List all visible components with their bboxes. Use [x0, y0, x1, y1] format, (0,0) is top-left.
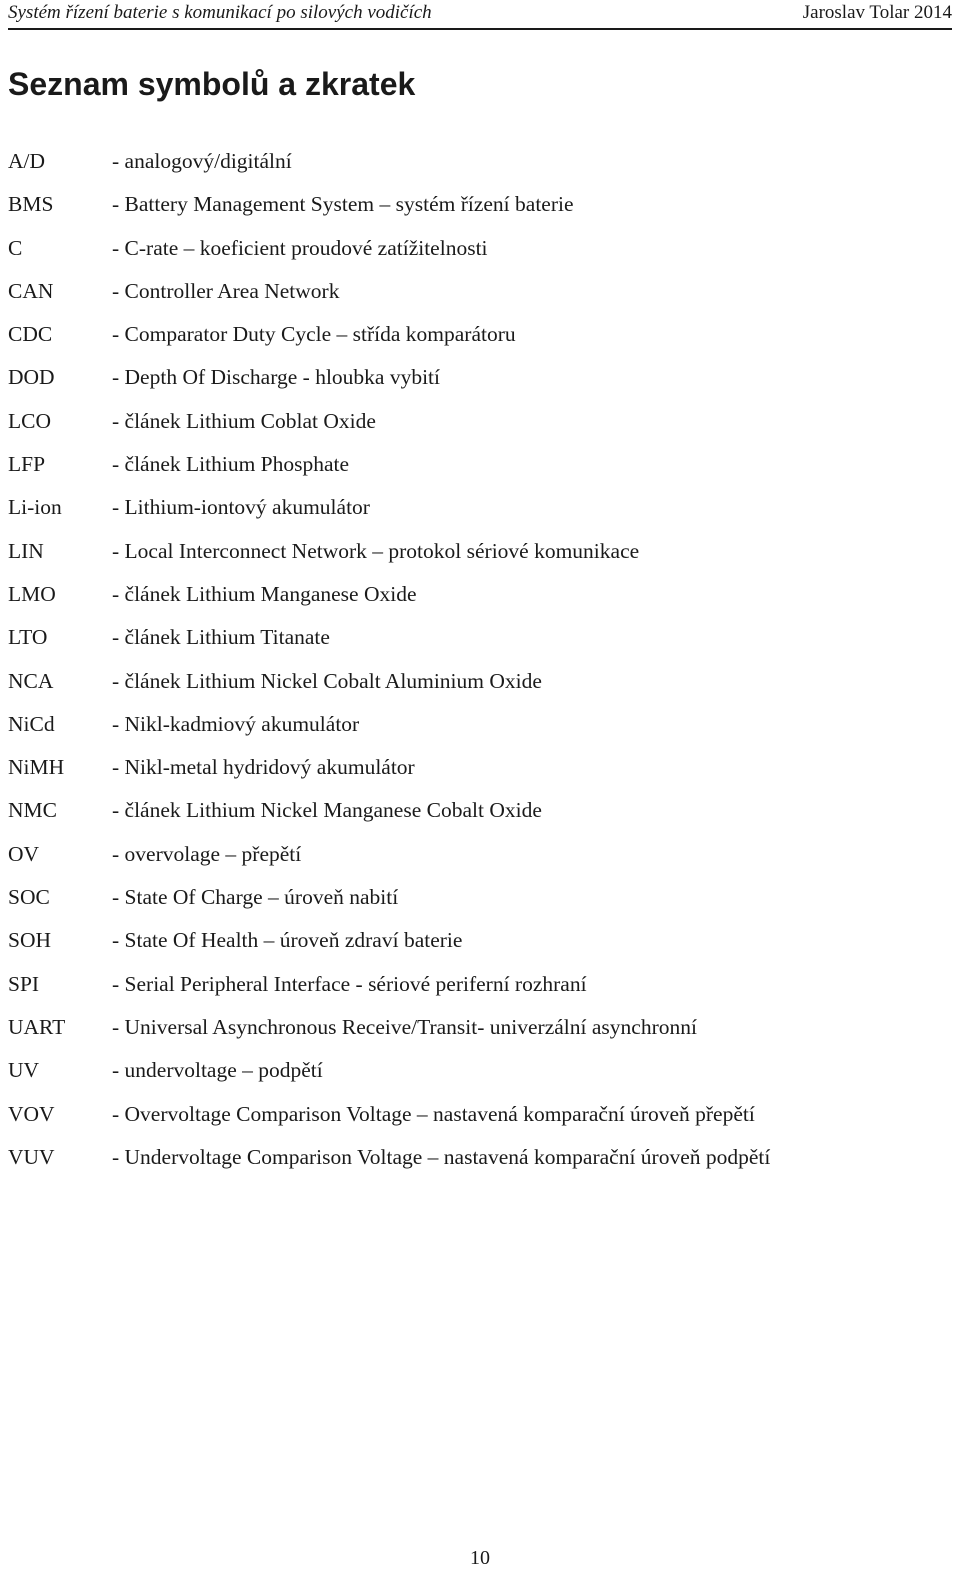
abbreviation-definition: - overvolage – přepětí — [112, 841, 302, 866]
abbreviation-definition: - Serial Peripheral Interface - sériové periferní rozhraní — [112, 971, 587, 996]
abbreviation-term: OV — [8, 841, 40, 866]
abbreviation-definition: - Depth Of Discharge - hloubka vybití — [112, 365, 441, 390]
abbreviation-term: Li-ion — [8, 495, 62, 520]
abbreviation-row — [8, 838, 948, 881]
abbreviation-definition: - Controller Area Network — [112, 278, 340, 303]
abbreviation-row — [8, 1098, 948, 1141]
abbreviation-term: SOC — [8, 885, 50, 910]
abbreviation-definition: - State Of Charge – úroveň nabití — [112, 885, 399, 910]
abbreviation-term: CAN — [8, 278, 54, 303]
abbreviation-term: DOD — [8, 365, 55, 390]
abbreviation-row — [8, 1011, 948, 1054]
abbreviation-term: LTO — [8, 625, 48, 650]
abbreviation-definition: - undervoltage – podpětí — [112, 1058, 323, 1083]
abbreviation-definition: - Overvoltage Comparison Voltage – nastavená komparační úroveň přepětí — [112, 1101, 755, 1126]
abbreviation-definition: - článek Lithium Coblat Oxide — [112, 408, 376, 433]
abbreviation-term: A/D — [8, 149, 46, 173]
abbreviation-term: BMS — [8, 192, 54, 217]
abbreviation-row — [8, 275, 948, 318]
abbreviation-definition: - C-rate – koeficient proudové zatížitelnosti — [112, 235, 488, 260]
abbreviation-row — [8, 578, 948, 621]
abbreviation-term: C — [8, 235, 23, 260]
abbreviation-definition: - článek Lithium Titanate — [112, 625, 330, 650]
header-document-title: Systém řízení baterie s komunikací po silových vodičích — [8, 2, 432, 23]
abbreviation-definition: - Comparator Duty Cycle – střída komparátoru — [112, 322, 516, 347]
abbreviation-row — [8, 318, 948, 361]
abbreviation-row — [8, 232, 948, 275]
abbreviation-row — [8, 924, 948, 967]
abbreviation-row — [8, 1054, 948, 1097]
abbreviation-definition: - článek Lithium Nickel Cobalt Aluminium Oxide — [112, 668, 542, 693]
abbreviation-term: CDC — [8, 322, 53, 347]
abbreviation-row — [8, 1141, 948, 1184]
abbreviation-row — [8, 881, 948, 924]
abbreviation-term: LFP — [8, 452, 46, 477]
abbreviation-row — [8, 405, 948, 448]
abbreviation-definition: - Lithium-iontový akumulátor — [112, 495, 370, 520]
abbreviation-definition: - analogový/digitální — [112, 149, 292, 173]
abbreviation-definition: - Battery Management System – systém řízení baterie — [112, 192, 574, 217]
page-header — [8, 0, 952, 30]
abbreviation-term: SOH — [8, 928, 52, 953]
abbreviation-row — [8, 665, 948, 708]
abbreviation-term: SPI — [8, 971, 40, 996]
page-number: 10 — [470, 1547, 490, 1569]
header-author-year: Jaroslav Tolar 2014 — [802, 2, 952, 23]
abbreviation-term: UV — [8, 1058, 40, 1083]
abbreviation-term: VOV — [8, 1101, 55, 1126]
abbreviation-definition: - Universal Asynchronous Receive/Transit- univerzální asynchronní — [112, 1014, 697, 1039]
abbreviation-term: NiCd — [8, 711, 55, 736]
abbreviation-row — [8, 361, 948, 404]
abbreviation-definition: - Nikl-kadmiový akumulátor — [112, 711, 360, 736]
abbreviation-definition: - článek Lithium Manganese Oxide — [112, 581, 417, 606]
abbreviation-term: NiMH — [8, 755, 65, 780]
abbreviation-definition: - článek Lithium Phosphate — [112, 452, 350, 477]
abbreviation-row — [8, 448, 948, 491]
abbreviation-row — [8, 968, 948, 1011]
abbreviation-term: LIN — [8, 538, 44, 563]
abbreviation-row — [8, 145, 948, 188]
section-title: Seznam symbolů a zkratek — [8, 66, 416, 102]
abbreviation-definition: - State Of Health – úroveň zdraví baterie — [112, 928, 463, 953]
abbreviation-row — [8, 621, 948, 664]
abbreviation-definition: - Nikl-metal hydridový akumulátor — [112, 755, 415, 780]
abbreviation-term: VUV — [8, 1144, 55, 1169]
abbreviation-term: UART — [8, 1014, 66, 1039]
abbreviation-term: LCO — [8, 408, 51, 433]
abbreviation-list — [8, 145, 948, 1184]
abbreviation-term: LMO — [8, 581, 56, 606]
abbreviation-term: NMC — [8, 798, 57, 823]
abbreviation-row — [8, 188, 948, 231]
abbreviation-row — [8, 751, 948, 794]
abbreviation-row — [8, 794, 948, 837]
abbreviation-definition: - Undervoltage Comparison Voltage – nastavená komparační úroveň podpětí — [112, 1144, 771, 1169]
abbreviation-definition: - Local Interconnect Network – protokol sériové komunikace — [112, 538, 640, 563]
abbreviation-definition: - článek Lithium Nickel Manganese Cobalt Oxide — [112, 798, 542, 823]
abbreviation-row — [8, 535, 948, 578]
abbreviation-row — [8, 491, 948, 534]
abbreviation-row — [8, 708, 948, 751]
abbreviation-term: NCA — [8, 668, 54, 693]
